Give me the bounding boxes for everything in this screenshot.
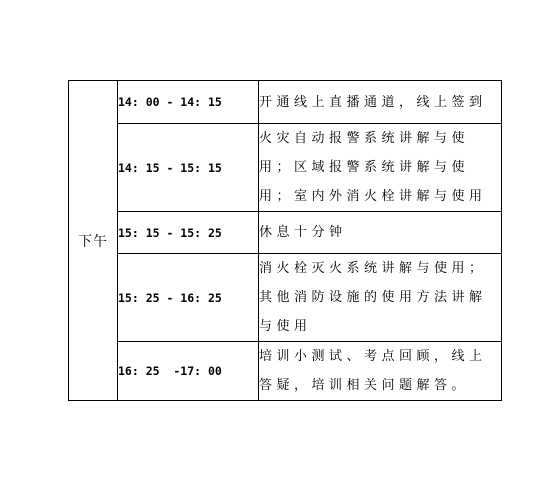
table-row: [69, 212, 502, 254]
description-cell: 开通线上直播通道，线上签到: [259, 81, 502, 124]
table-row: [69, 81, 502, 124]
time-cell: 16: 25 -17: 00: [118, 342, 259, 401]
description-cell: 火灾自动报警系统讲解与使用；区域报警系统讲解与使用；室内外消火栓讲解与使用: [259, 124, 502, 212]
table-row: [69, 124, 502, 212]
time-cell: 14: 00 - 14: 15: [118, 81, 259, 124]
description-cell: 培训小测试、考点回顾，线上答疑，培训相关问题解答。: [259, 342, 502, 401]
table-row: [69, 342, 502, 401]
time-cell: 15: 15 - 15: 25: [118, 212, 259, 254]
description-cell: 休息十分钟: [259, 212, 502, 254]
description-cell: 消火栓灭火系统讲解与使用；其他消防设施的使用方法讲解与使用: [259, 254, 502, 342]
time-cell: 15: 25 - 16: 25: [118, 254, 259, 342]
period-cell: 下午: [69, 81, 118, 401]
table-row: [69, 254, 502, 342]
schedule-table: [68, 80, 502, 401]
time-cell: 14: 15 - 15: 15: [118, 124, 259, 212]
